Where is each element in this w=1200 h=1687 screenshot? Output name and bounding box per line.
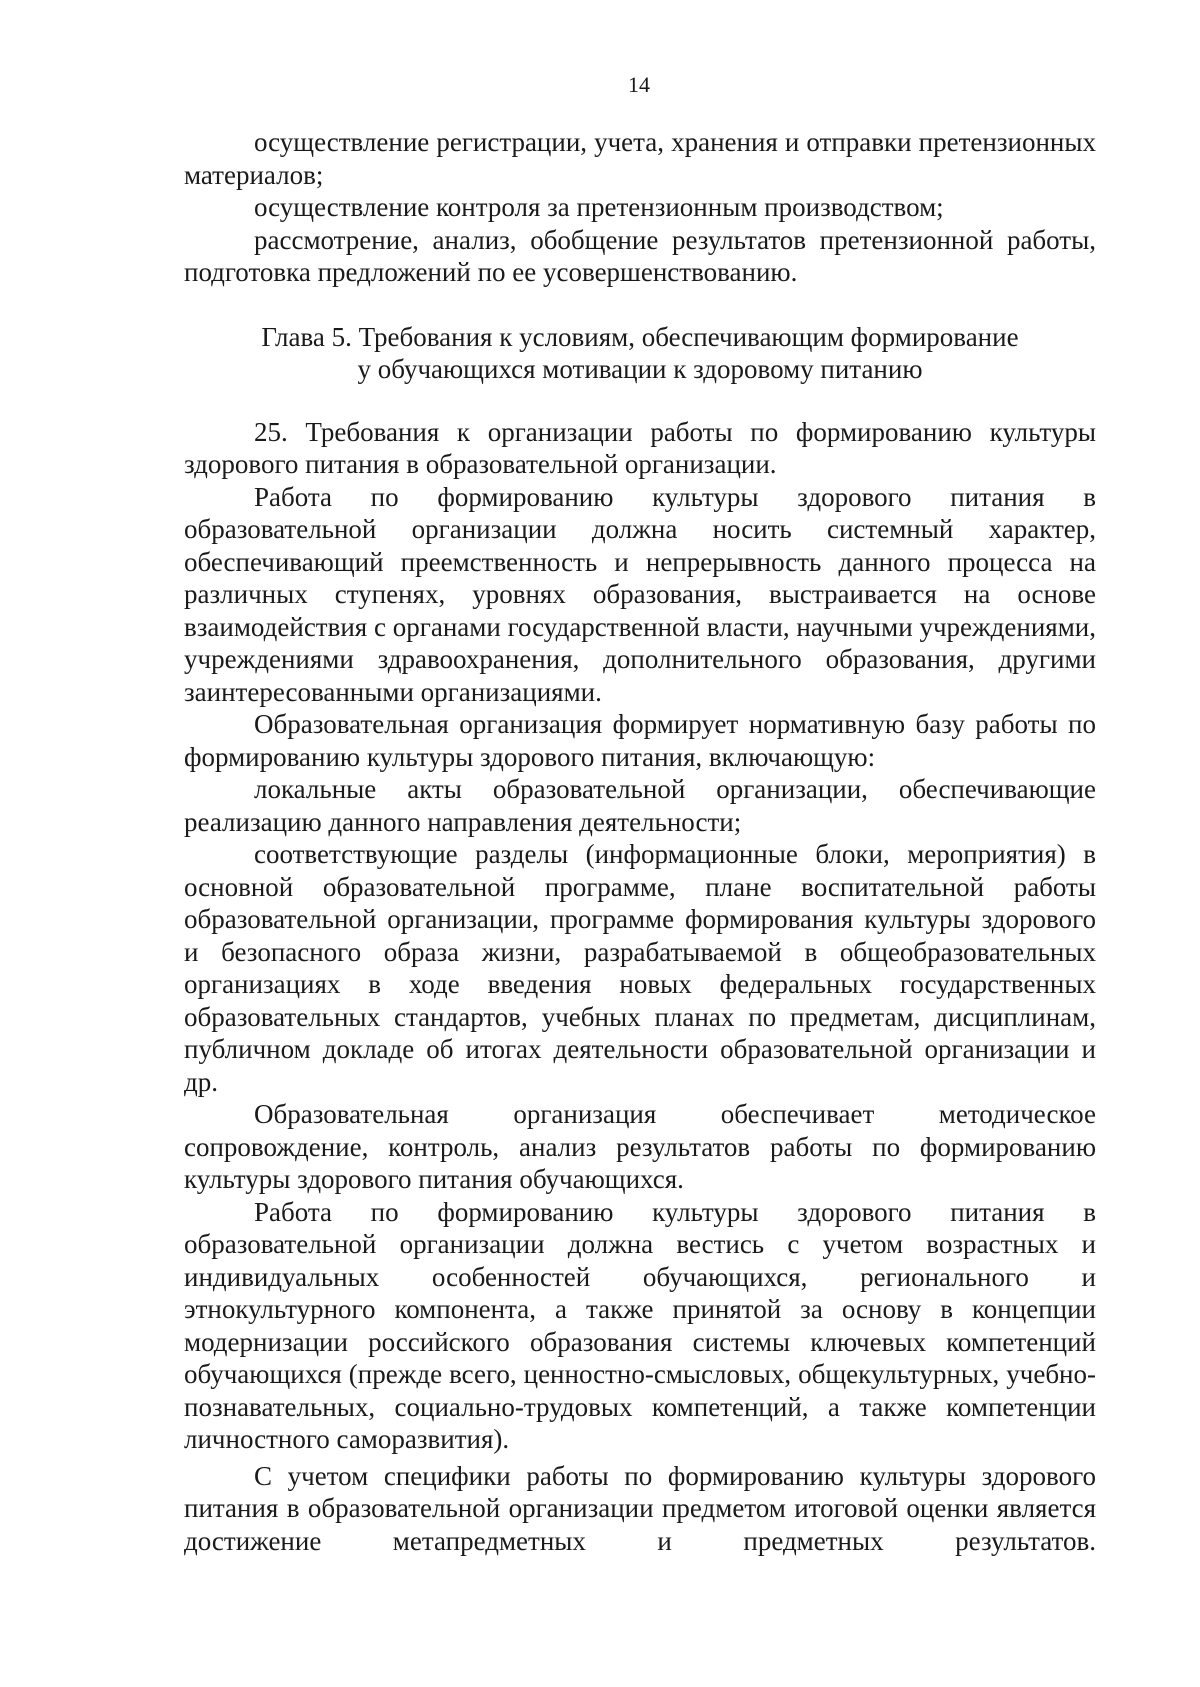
paragraph: С учетом специфики работы по формированию культуры здорового питания в образовательной организации предметом итоговой оценки является достижение метапредметных и предметных результатов.	[184, 1460, 1096, 1556]
paragraph: рассмотрение, анализ, обобщение результатов претензионной работы, подготовка предложений по ее усовершенствованию.	[184, 224, 1096, 287]
paragraph: осуществление контроля за претензионным производством;	[254, 192, 944, 222]
paragraph: 25. Требования к организации работы по формированию культуры здорового питания в образовательной организации.	[184, 416, 1096, 479]
chapter-heading-line: Глава 5. Требования к условиям, обеспечивающим формирование	[261, 321, 1019, 352]
document-body	[184, 126, 1096, 1557]
chapter-heading	[184, 321, 1096, 386]
paragraph: Работа по формированию культуры здорового питания в образовательной организации должна носить системный характер, обеспечивающий преемственность и непрерывность данного процесса на различных ступенях, уровнях образования, выстраивается на основе взаимодействия с органами государственной власти, научными учреждениями, учреждениями здравоохранения, дополнительного образования, другими заинтересованными организациями.	[184, 481, 1096, 707]
paragraph: осуществление регистрации, учета, хранения и отправки претензионных материалов;	[184, 127, 1096, 190]
paragraph: Образовательная организация формирует нормативную базу работы по формированию культуры здорового питания, включающую:	[184, 709, 1096, 772]
paragraph: Работа по формированию культуры здорового питания в образовательной организации должна вестись с учетом возрастных и индивидуальных особенностей обучающихся, регионального и этнокультурного компонента, а также принятой за основу в концепции модернизации российского образования системы ключевых компетенций обучающихся (прежде всего, ценностно-смысловых, общекультурных, учебно-познавательных, социально-трудовых компетенций, а также компетенции личностного саморазвития).	[184, 1196, 1096, 1454]
paragraph: локальные акты образовательной организации, обеспечивающие реализацию данного направления деятельности;	[184, 774, 1096, 837]
page-number: 14	[628, 72, 650, 97]
paragraph: соответствующие разделы (информационные блоки, мероприятия) в основной образовательной программе, плане воспитательной работы образовательной организации, программе формирования культуры здорового и безопасного образа жизни, разрабатываемой в общеобразовательных организациях в ходе введения новых федеральных государственных образовательных стандартов, учебных планах по предметам, дисциплинам, публичном докладе об итогах деятельности образовательной организации и др.	[184, 839, 1096, 1097]
chapter-heading-line: у обучающихся мотивации к здоровому питанию	[357, 354, 923, 384]
paragraph: Образовательная организация обеспечивает методическое сопровождение, контроль, анализ результатов работы по формированию культуры здорового питания обучающихся.	[184, 1099, 1096, 1194]
